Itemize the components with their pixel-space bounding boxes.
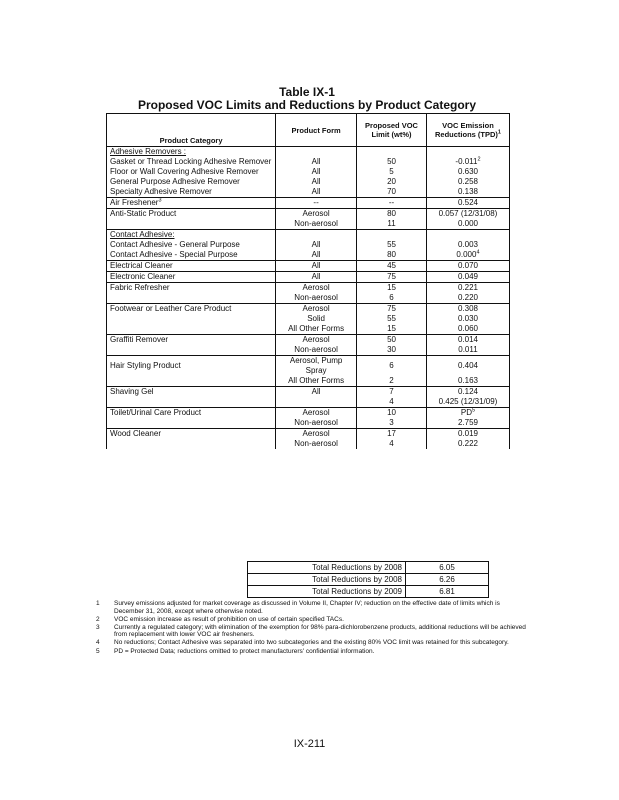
voc-emission-cell <box>426 272 509 283</box>
table-row <box>107 219 510 230</box>
emission-value: 0.222 <box>457 439 478 448</box>
emission-value: 0.057 (12/31/08) <box>438 209 498 218</box>
product-form-cell: Aerosol <box>276 283 357 294</box>
footnote-text: PD = Protected Data; reductions omitted to protect manufacturers' confidential information. <box>114 647 375 655</box>
voc-limit-cell: 11 <box>357 219 427 230</box>
table-row <box>107 397 510 408</box>
product-category-text: Contact Adhesive - Special Purpose <box>110 250 238 259</box>
voc-table <box>106 113 510 449</box>
voc-limit-cell: 17 <box>357 429 427 440</box>
product-category-text: Toilet/Urinal Care Product <box>110 408 202 417</box>
table-row <box>107 418 510 429</box>
footnotes <box>96 600 526 656</box>
product-category-cell <box>107 376 276 387</box>
product-category-cell <box>107 261 276 272</box>
voc-limit-cell: 80 <box>357 250 427 261</box>
voc-limit-cell <box>357 230 427 241</box>
footnote <box>96 648 526 656</box>
product-form-cell: All <box>276 272 357 283</box>
product-form-cell: Aerosol, Pump Spray <box>276 356 357 377</box>
emission-value: 2.759 <box>457 418 478 427</box>
product-category-cell <box>107 429 276 440</box>
voc-limit-cell: 75 <box>357 272 427 283</box>
emission-value: 0.221 <box>457 283 478 292</box>
product-category-cell <box>107 283 276 294</box>
table-row <box>107 187 510 198</box>
emission-value: 0.030 <box>457 314 478 323</box>
footnote-marker: 5 <box>472 407 476 414</box>
totals-row <box>248 586 489 598</box>
table-row <box>107 230 510 241</box>
voc-limit-cell: 80 <box>357 209 427 220</box>
voc-emission-cell <box>426 356 509 377</box>
product-category-text: Electrical Cleaner <box>110 261 173 270</box>
product-form-cell: All <box>276 177 357 187</box>
table-row <box>107 293 510 304</box>
product-category-cell <box>107 167 276 177</box>
emission-value: 0.404 <box>457 361 478 370</box>
product-category-cell <box>107 418 276 429</box>
product-category-text: General Purpose Adhesive Remover <box>110 177 240 186</box>
totals-row <box>248 574 489 586</box>
product-category-cell <box>107 250 276 261</box>
product-category-cell <box>107 408 276 419</box>
product-category-cell <box>107 397 276 408</box>
table-row <box>107 408 510 419</box>
voc-limit-cell: 3 <box>357 418 427 429</box>
product-form-cell: Aerosol <box>276 209 357 220</box>
totals-label: Total Reductions by 2008 <box>248 574 406 586</box>
totals-value: 6.05 <box>406 562 489 574</box>
emission-value: 0.163 <box>457 376 478 385</box>
product-category-text: Air Freshener <box>110 198 159 207</box>
totals-row <box>248 562 489 574</box>
product-category-cell <box>107 187 276 198</box>
product-category-text: Contact Adhesive - General Purpose <box>110 240 240 249</box>
product-category-cell <box>107 230 276 241</box>
table-row <box>107 283 510 294</box>
product-category-cell <box>107 356 276 377</box>
product-category-text: Specialty Adhesive Remover <box>110 187 212 196</box>
header-product-form: Product Form <box>276 114 357 147</box>
footnote <box>96 616 526 624</box>
voc-emission-cell <box>426 304 509 315</box>
product-form-cell: All <box>276 250 357 261</box>
totals-label: Total Reductions by 2009 <box>248 586 406 598</box>
table-row <box>107 157 510 167</box>
voc-emission-cell <box>426 293 509 304</box>
table-row <box>107 335 510 346</box>
emission-value: 0.630 <box>457 167 478 176</box>
emission-value: 0.425 (12/31/09) <box>438 397 498 406</box>
voc-limit-cell: 5 <box>357 167 427 177</box>
voc-emission-cell <box>426 408 509 419</box>
product-category-text: Fabric Refresher <box>110 283 170 292</box>
table-row <box>107 272 510 283</box>
product-category-cell <box>107 240 276 250</box>
voc-limit-cell: 50 <box>357 335 427 346</box>
footnote-number: 4 <box>96 639 100 647</box>
voc-limit-cell: 75 <box>357 304 427 315</box>
emission-value: 0.003 <box>457 240 478 249</box>
totals-value: 6.81 <box>406 586 489 598</box>
footnote-text: No reductions; Contact Adhesive was separated into two subcategories and the existing 80% VOC limit was retained for this subcategory. <box>114 639 509 647</box>
table-row <box>107 439 510 449</box>
table-row <box>107 345 510 356</box>
product-category-text: Gasket or Thread Locking Adhesive Remover <box>110 157 272 166</box>
footnote-marker: 4 <box>476 249 480 256</box>
voc-emission-cell <box>426 439 509 449</box>
product-form-cell: Aerosol <box>276 408 357 419</box>
product-form-cell: All <box>276 187 357 198</box>
product-form-cell <box>276 397 357 408</box>
table-row <box>107 304 510 315</box>
product-category-cell <box>107 314 276 324</box>
table-row <box>107 250 510 261</box>
table-row <box>107 376 510 387</box>
voc-emission-cell <box>426 283 509 294</box>
emission-value: 0.258 <box>457 177 478 186</box>
product-category-text: Graffiti Remover <box>110 335 169 344</box>
table-row <box>107 356 510 377</box>
voc-emission-cell <box>426 261 509 272</box>
table-row <box>107 198 510 209</box>
voc-limit-cell: 30 <box>357 345 427 356</box>
product-category-cell <box>107 345 276 356</box>
voc-emission-cell <box>426 240 509 250</box>
voc-limit-cell: 15 <box>357 283 427 294</box>
product-category-cell <box>107 293 276 304</box>
voc-limit-cell: 10 <box>357 408 427 419</box>
product-form-cell: -- <box>276 198 357 209</box>
header-voc-emission: VOC Emission Reductions (TPD)$^1$ <box>426 114 509 147</box>
footnote <box>96 600 526 615</box>
product-category-text: Adhesive Removers : <box>110 147 187 156</box>
voc-emission-cell <box>426 324 509 335</box>
totals-label: Total Reductions by 2008 <box>248 562 406 574</box>
product-form-cell: Non-aerosol <box>276 219 357 230</box>
product-category-text: Anti-Static Product <box>110 209 177 218</box>
emission-value: 0.308 <box>457 304 478 313</box>
product-form-cell: All <box>276 157 357 167</box>
product-category-text: Shaving Gel <box>110 387 154 396</box>
voc-emission-cell <box>426 230 509 241</box>
header-voc-limit: Proposed VOC Limit (wt%) <box>357 114 427 147</box>
voc-emission-cell <box>426 219 509 230</box>
totals-table <box>247 561 489 598</box>
voc-limit-cell: 6 <box>357 293 427 304</box>
voc-limit-cell: 2 <box>357 376 427 387</box>
product-form-cell: All <box>276 167 357 177</box>
footnote-text: Currently a regulated category; with elimination of the exemption for 98% para-dichlorobenzene products, additional reductions will be achieved from replacement with lower VOC air fresheners. <box>114 623 526 639</box>
product-category-cell <box>107 387 276 398</box>
emission-value: 0.124 <box>457 387 478 396</box>
voc-limit-cell: 6 <box>357 356 427 377</box>
voc-emission-cell <box>426 314 509 324</box>
table-row <box>107 324 510 335</box>
product-category-cell <box>107 147 276 158</box>
product-category-cell <box>107 177 276 187</box>
table-row <box>107 167 510 177</box>
table-subtitle: Proposed VOC Limits and Reductions by Product Category <box>137 98 477 112</box>
emission-value: 0.138 <box>457 187 478 196</box>
voc-limit-cell: 70 <box>357 187 427 198</box>
product-category-text: Electronic Cleaner <box>110 272 176 281</box>
voc-emission-cell <box>426 209 509 220</box>
voc-emission-cell <box>426 376 509 387</box>
table-row <box>107 387 510 398</box>
emission-value: 0.000 <box>456 250 477 259</box>
product-category-cell <box>107 198 276 209</box>
voc-emission-cell <box>426 167 509 177</box>
product-category-cell <box>107 324 276 335</box>
product-category-cell <box>107 335 276 346</box>
product-category-cell <box>107 272 276 283</box>
product-form-cell: All Other Forms <box>276 324 357 335</box>
voc-emission-cell <box>426 187 509 198</box>
voc-limit-cell: 55 <box>357 314 427 324</box>
product-category-text: Hair Styling Product <box>110 361 181 370</box>
footnote <box>96 639 526 647</box>
voc-emission-cell <box>426 397 509 408</box>
product-form-cell <box>276 230 357 241</box>
voc-limit-cell: -- <box>357 198 427 209</box>
voc-limit-cell: 20 <box>357 177 427 187</box>
voc-emission-cell <box>426 147 509 158</box>
voc-limit-cell: 4 <box>357 439 427 449</box>
emission-value: 0.060 <box>457 324 478 333</box>
product-form-cell <box>276 147 357 158</box>
product-category-cell <box>107 157 276 167</box>
voc-emission-cell <box>426 335 509 346</box>
page-number: IX-211 <box>293 738 326 750</box>
table-row <box>107 314 510 324</box>
product-form-cell: Aerosol <box>276 335 357 346</box>
footnote-text: VOC emission increase as result of prohibition on use of certain specified TACs. <box>114 615 344 623</box>
voc-emission-cell <box>426 198 509 209</box>
emission-value: 0.070 <box>457 261 478 270</box>
table-header-row <box>107 114 510 147</box>
product-category-cell <box>107 209 276 220</box>
footnote-text: Survey emissions adjusted for market coverage as discussed in Volume II, Chapter IV; reduction on the effective date of limits which is December 31, 2008, except where otherwise noted. <box>114 600 500 615</box>
voc-limit-cell: 50 <box>357 157 427 167</box>
emission-value: 0.000 <box>457 219 478 228</box>
footnote-number: 1 <box>96 600 100 607</box>
voc-emission-cell <box>426 429 509 440</box>
footnote-number: 2 <box>96 615 100 623</box>
header-product-category: Product Category <box>107 114 276 147</box>
voc-emission-cell <box>426 177 509 187</box>
product-form-cell: All <box>276 387 357 398</box>
table-row <box>107 147 510 158</box>
product-form-cell: Aerosol <box>276 304 357 315</box>
voc-limit-cell: 55 <box>357 240 427 250</box>
voc-limit-cell <box>357 147 427 158</box>
table-title: Table IX-1 <box>279 85 335 99</box>
voc-limit-cell: 4 <box>357 397 427 408</box>
voc-limit-cell: 45 <box>357 261 427 272</box>
footnote <box>96 624 526 639</box>
footnote-marker: 3 <box>158 197 162 204</box>
product-form-cell: Solid <box>276 314 357 324</box>
product-category-text: Footwear or Leather Care Product <box>110 304 232 313</box>
totals-value: 6.26 <box>406 574 489 586</box>
product-form-cell: Non-aerosol <box>276 439 357 449</box>
voc-emission-cell <box>426 387 509 398</box>
product-category-text: Floor or Wall Covering Adhesive Remover <box>110 167 259 176</box>
voc-emission-cell <box>426 345 509 356</box>
product-form-cell: Non-aerosol <box>276 418 357 429</box>
product-category-cell <box>107 304 276 315</box>
table-row <box>107 240 510 250</box>
voc-emission-cell <box>426 157 509 167</box>
product-form-cell: All Other Forms <box>276 376 357 387</box>
voc-emission-cell <box>426 250 509 261</box>
product-form-cell: Non-aerosol <box>276 345 357 356</box>
emission-value: 0.524 <box>457 198 478 207</box>
emission-value: 0.014 <box>457 335 478 344</box>
emission-value: 0.220 <box>457 293 478 302</box>
table-body <box>107 147 510 450</box>
voc-limit-cell: 15 <box>357 324 427 335</box>
emission-value: 0.049 <box>457 272 478 281</box>
voc-emission-cell <box>426 418 509 429</box>
footnote-marker: 2 <box>477 156 481 163</box>
product-form-cell: All <box>276 240 357 250</box>
voc-limit-cell: 7 <box>357 387 427 398</box>
footnote-number: 3 <box>96 623 100 631</box>
product-category-text: Contact Adhesive: <box>110 230 175 239</box>
emission-value: 0.011 <box>458 345 478 354</box>
product-category-cell <box>107 439 276 449</box>
table-row <box>107 177 510 187</box>
product-form-cell: Non-aerosol <box>276 293 357 304</box>
product-category-cell <box>107 219 276 230</box>
table-row <box>107 261 510 272</box>
table-row <box>107 209 510 220</box>
footnote-number: 5 <box>96 647 100 655</box>
table-row <box>107 429 510 440</box>
product-category-text: Wood Cleaner <box>110 429 161 438</box>
product-form-cell: Aerosol <box>276 429 357 440</box>
emission-value: 0.019 <box>457 429 478 438</box>
product-form-cell: All <box>276 261 357 272</box>
emission-prefix: - <box>455 157 459 166</box>
emission-value: 0.011 <box>458 157 478 166</box>
emission-value: PD <box>460 408 472 417</box>
